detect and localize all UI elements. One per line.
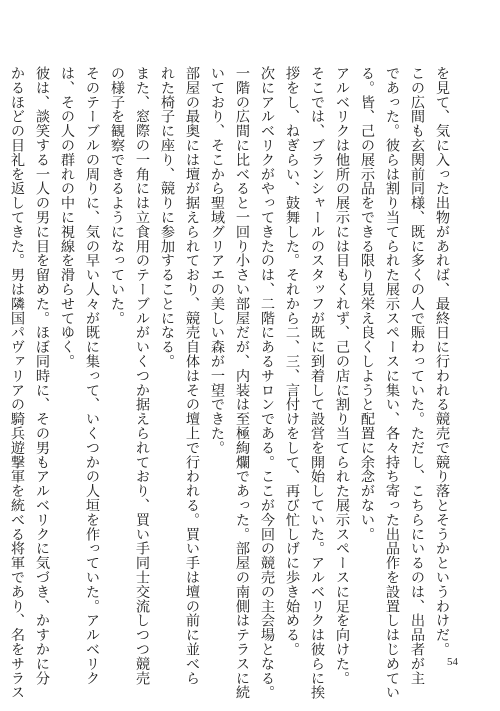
text-line: また、窓際の一角には立食用のテーブルがいくつか据えられており、買い手同士交流しつつ競売 bbox=[134, 66, 150, 686]
text-line: を見て、気に入った出物があれば、最終日に行われる競売で競り落とそうかというわけだ。 bbox=[434, 66, 450, 657]
text-line: そのテーブルの周りに、気の早い人々が既に集って、いくつかの人垣を作っていた。アルベリク bbox=[84, 66, 100, 686]
text-line: 部屋の最奥には壇が据えられており、競売自体はその壇上で行われる。買い手は壇の前に並べら bbox=[184, 66, 200, 686]
text-line: いており、そこから聖域グリアエの美しい森が一望できた。 bbox=[209, 66, 225, 455]
text-line: そこでは、ブランシャールのスタッフが既に到着して設営を開始していた。アルベリクは彼らに挨 bbox=[309, 66, 325, 700]
text-line: 次にアルベリクがやってきたのは、二階にあるサロンである。ここが今回の競売の主会場となる。 bbox=[259, 66, 275, 700]
page-number: 54 bbox=[447, 656, 458, 668]
text-line: 拶をし、ねぎらい、鼓舞した。それから二、三、言付けをして、再び忙しげに歩き始める。 bbox=[284, 66, 300, 657]
text-line: アルベリクは他所の展示には目もくれず、己の店に割り当てられた展示スペースに足を向けた。 bbox=[334, 66, 350, 686]
text-line: かるほどの目礼を返してきた。男は隣国パヴァリアの騎兵遊撃軍を統べる将軍であり、名をサラス bbox=[9, 66, 25, 700]
text-line: の様子を観察できるようになっていた。 bbox=[109, 66, 125, 326]
text-line: であった。彼らは割り当てられた展示スペースに集い、各々持ち寄った出品作を設置しはじめてい bbox=[384, 66, 400, 700]
text-line: 彼は、談笑する一人の男に目を留めた。ほぼ同時に、その男もアルベリクに気づき、かすかに分 bbox=[34, 66, 50, 686]
text-line: は、その人の群れの中に視線を滑らせてゆく。 bbox=[59, 66, 75, 369]
text-line: 一階の広間に比べると一回り小さい部屋だが、内装は至極絢爛であった。部屋の南側はテラスに続 bbox=[234, 66, 250, 700]
text-line: れた椅子に座り、競りに参加することになる。 bbox=[159, 66, 175, 369]
text-line: る。皆、己の展示品をできる限り見栄え良くしようと配置に余念がない。 bbox=[359, 66, 375, 542]
text-line: この広間も玄関前同様、既に多くの人で賑わっていた。ただし、こちらにいるのは、出品者が主 bbox=[409, 66, 425, 686]
